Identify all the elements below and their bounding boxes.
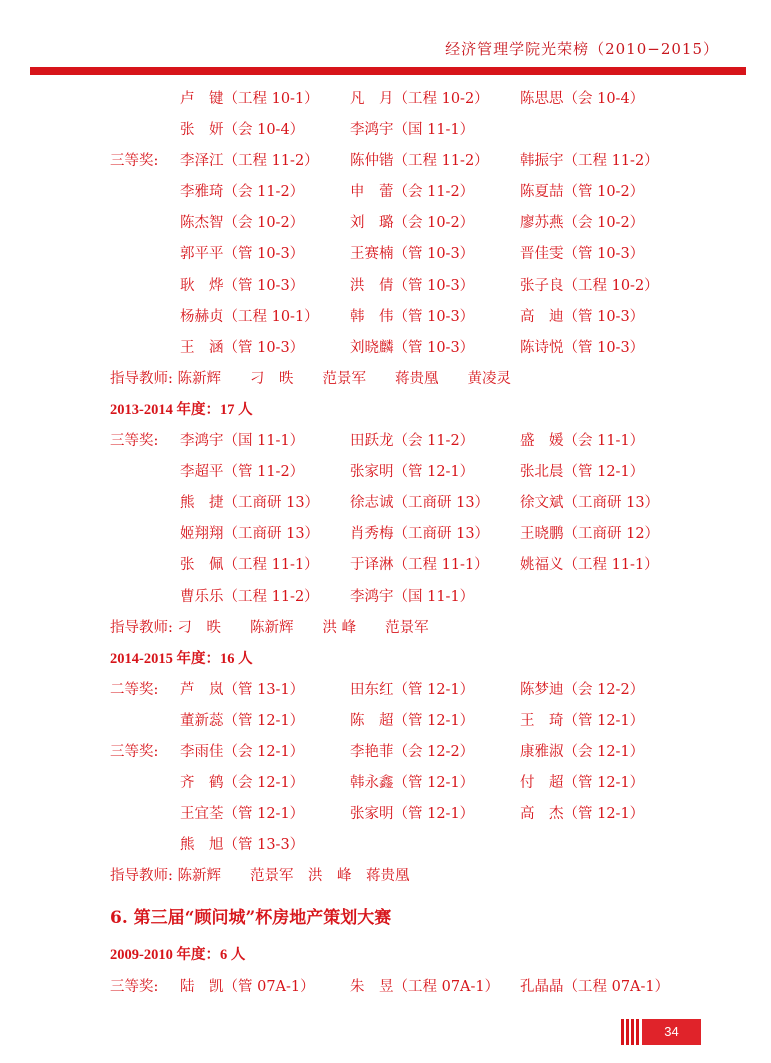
- awardee-name: 朱 昱（工程 07A-1）: [350, 978, 500, 995]
- awardee-name: 杨赫贞（工程 10-1）: [180, 308, 319, 325]
- award-row: [110, 582, 730, 613]
- awardee-name: 李鸿宇（国 11-1）: [180, 433, 305, 450]
- awardee-name: 张家明（管 12-1）: [350, 806, 475, 823]
- award-row: [110, 830, 730, 861]
- awardee-name: 韩 伟（管 10-3）: [350, 308, 475, 325]
- awardee-name: 熊 旭（管 13-3）: [180, 837, 305, 854]
- award-row: [110, 426, 730, 457]
- award-row: [110, 488, 730, 519]
- footer-bar: [636, 1019, 639, 1045]
- awardee-name: 张 佩（工程 11-1）: [180, 557, 319, 574]
- awardee-name: 刘晓麟（管 10-3）: [350, 339, 475, 356]
- awardee-name: 董新蕊（管 12-1）: [180, 712, 305, 729]
- award-level-label: 三等奖:: [110, 433, 159, 450]
- award-block-2012-2013: [110, 84, 730, 364]
- page-number: 34: [642, 1019, 701, 1045]
- award-row: [110, 675, 730, 706]
- awardee-name: 王 琦（管 12-1）: [520, 712, 645, 729]
- awardee-name: 肖秀梅（工商研 13）: [350, 526, 490, 543]
- awardee-name: 刘 璐（会 10-2）: [350, 215, 475, 232]
- awardee-name: 付 超（管 12-1）: [520, 775, 645, 792]
- awardee-name: 高 杰（管 12-1）: [520, 806, 645, 823]
- awardee-name: 郭平平（管 10-3）: [180, 246, 305, 263]
- footer-bar: [626, 1019, 629, 1045]
- awardee-name: 陈 超（管 12-1）: [350, 712, 475, 729]
- award-level-label: 三等奖:: [110, 978, 159, 995]
- awardee-name: 盛 媛（会 11-1）: [520, 433, 645, 450]
- award-row: [110, 706, 730, 737]
- awardee-name: 齐 鹤（会 12-1）: [180, 775, 305, 792]
- page-content: [110, 84, 730, 1003]
- award-row: [110, 799, 730, 830]
- award-row: [110, 208, 730, 239]
- award-row: [110, 271, 730, 302]
- awardee-name: 陈仲锴（工程 11-2）: [350, 153, 489, 170]
- advisor-line: 指导教师: 陈新辉 刁 昳 范景军 蒋贵凰 黄凌灵: [110, 370, 511, 387]
- footer-bar: [621, 1019, 624, 1045]
- awardee-name: 徐志诚（工商研 13）: [350, 495, 490, 512]
- awardee-name: 李鸿宇（国 11-1）: [350, 122, 475, 139]
- awardee-name: 张 妍（会 10-4）: [180, 122, 305, 139]
- awardee-name: 陈诗悦（管 10-3）: [520, 339, 645, 356]
- award-row: [110, 457, 730, 488]
- awardee-name: 康雅淑（会 12-1）: [520, 743, 645, 760]
- award-block-2013-2014: [110, 426, 730, 613]
- award-row: [110, 115, 730, 146]
- awardee-name: 李雨佳（会 12-1）: [180, 743, 305, 760]
- awardee-name: 田跃龙（会 11-2）: [350, 433, 475, 450]
- awardee-name: 田东红（管 12-1）: [350, 681, 475, 698]
- awardee-name: 于译淋（工程 11-1）: [350, 557, 489, 574]
- award-row: [110, 333, 730, 364]
- award-row: [110, 972, 730, 1003]
- awardee-name: 张家明（管 12-1）: [350, 464, 475, 481]
- awardee-name: 曹乐乐（工程 11-2）: [180, 588, 319, 605]
- awardee-name: 韩振宇（工程 11-2）: [520, 153, 659, 170]
- awardee-name: 姚福义（工程 11-1）: [520, 557, 659, 574]
- page-footer: [621, 1019, 701, 1045]
- award-row: [110, 737, 730, 768]
- awardee-name: 韩永鑫（管 12-1）: [350, 775, 475, 792]
- awardee-name: 陆 凯（管 07A-1）: [180, 978, 315, 995]
- year-heading: 2009-2010 年度：6 人: [110, 947, 246, 964]
- awardee-name: 李泽江（工程 11-2）: [180, 153, 319, 170]
- award-level-label: 三等奖:: [110, 743, 159, 760]
- awardee-name: 凡 月（工程 10-2）: [350, 91, 489, 107]
- award-row: [110, 768, 730, 799]
- awardee-name: 申 蕾（会 11-2）: [350, 184, 475, 201]
- awardee-name: 王 涵（管 10-3）: [180, 339, 305, 356]
- awardee-name: 陈思思（会 10-4）: [520, 91, 645, 107]
- awardee-name: 高 迪（管 10-3）: [520, 308, 645, 325]
- award-level-label: 三等奖:: [110, 153, 159, 170]
- awardee-name: 王宜荃（管 12-1）: [180, 806, 305, 823]
- awardee-name: 陈夏喆（管 10-2）: [520, 184, 645, 201]
- awardee-name: 李超平（管 11-2）: [180, 464, 305, 481]
- advisor-line: 指导教师: 陈新辉 范景军 洪 峰 蒋贵凰: [110, 868, 410, 885]
- awardee-name: 陈梦迪（会 12-2）: [520, 681, 645, 698]
- awardee-name: 李雅琦（会 11-2）: [180, 184, 305, 201]
- awardee-name: 张北晨（管 12-1）: [520, 464, 645, 481]
- awardee-name: 洪 倩（管 10-3）: [350, 277, 475, 294]
- awardee-name: 晋佳雯（管 10-3）: [520, 246, 645, 263]
- award-row: [110, 302, 730, 333]
- awardee-name: 芦 岚（管 13-1）: [180, 681, 305, 698]
- advisor-line: 指导教师: 刁 昳 陈新辉 洪 峰 范景军: [110, 619, 429, 636]
- section-title: 6. 第三届“顾问城”杯房地产策划大赛: [110, 908, 392, 929]
- award-row: [110, 550, 730, 581]
- awardee-name: 李鸿宇（国 11-1）: [350, 588, 475, 605]
- awardee-name: 王晓鹏（工商研 12）: [520, 526, 660, 543]
- year-heading: 2013-2014 年度：17 人: [110, 401, 253, 418]
- awardee-name: 廖苏燕（会 10-2）: [520, 215, 645, 232]
- awardee-name: 熊 捷（工商研 13）: [180, 495, 320, 512]
- awardee-name: 卢 键（工程 10-1）: [180, 91, 319, 107]
- award-row: [110, 239, 730, 270]
- awardee-name: 李艳菲（会 12-2）: [350, 743, 475, 760]
- header-rule: [30, 67, 746, 75]
- awardee-name: 徐文斌（工商研 13）: [520, 495, 660, 512]
- year-heading: 2014-2015 年度：16 人: [110, 650, 253, 667]
- footer-bar: [631, 1019, 634, 1045]
- awardee-name: 孔晶晶（工程 07A-1）: [520, 978, 670, 995]
- award-row: [110, 519, 730, 550]
- awardee-name: 姬翔翔（工商研 13）: [180, 526, 320, 543]
- award-block-2009-2010: [110, 972, 730, 1003]
- awardee-name: 陈杰智（会 10-2）: [180, 215, 305, 232]
- header-title: 经济管理学院光荣榜（2010−2015）: [445, 40, 719, 58]
- award-row: [110, 84, 730, 115]
- awardee-name: 张子良（工程 10-2）: [520, 277, 659, 294]
- awardee-name: 耿 烨（管 10-3）: [180, 277, 305, 294]
- awardee-name: 王赛楠（管 10-3）: [350, 246, 475, 263]
- award-level-label: 二等奖:: [110, 681, 159, 698]
- award-block-2014-2015: [110, 675, 730, 862]
- award-row: [110, 177, 730, 208]
- award-row: [110, 146, 730, 177]
